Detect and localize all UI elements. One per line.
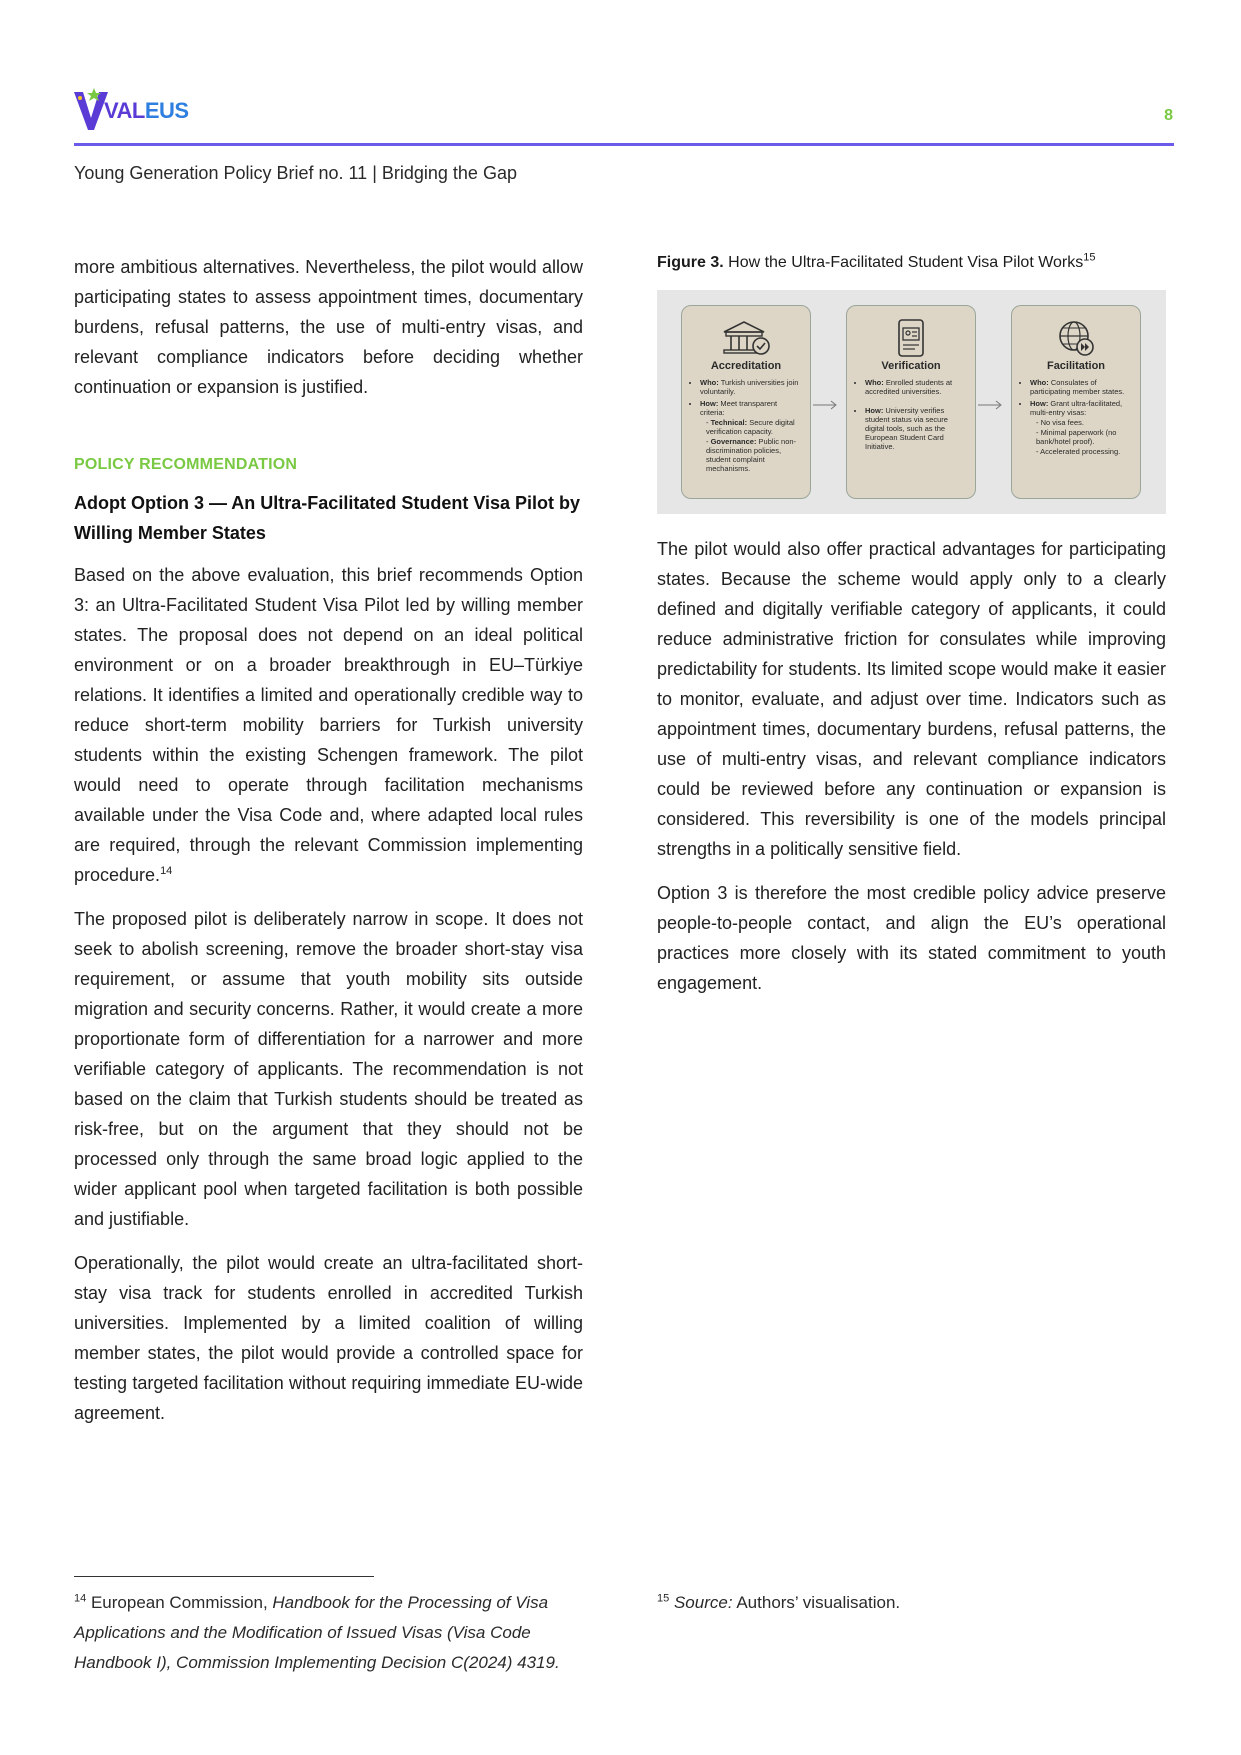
right-paragraph-2: Option 3 is therefore the most credible policy advice preserve people-to-people contact, and align the EU’s operational practices more closely with its stated commitment to youth engagement. bbox=[657, 883, 1166, 993]
who-label: Who: bbox=[1030, 378, 1049, 387]
footnote-14-text: European Commission, bbox=[86, 1593, 273, 1612]
figure-label: Figure 3. bbox=[657, 254, 724, 271]
verification-who bbox=[865, 378, 967, 396]
left-column bbox=[74, 252, 583, 1442]
right-paragraph-1: The pilot would also offer practical advantages for participating states. Because the scheme would apply only to a clearly defined and digitally verifiable category of applicants, it could reduce administrative friction for consulates while improving predictability for students. Its limited scope would make it easier to monitor, evaluate, and adjust over time. Indicators such as appointment times, documentary burdens, refusal patterns, the use of multi-entry visas, and relevant compliance indicators could be reviewed before any continuation or expansion is considered. This reversibility is one of the models principal strengths in a politically sensitive field. bbox=[657, 539, 1166, 859]
logo-text-eus: EUS bbox=[144, 98, 189, 123]
logo-v-mark-icon bbox=[74, 88, 108, 132]
figure-3-diagram bbox=[657, 290, 1166, 514]
how-text: Meet transparent criteria: bbox=[700, 399, 778, 417]
valeus-logo bbox=[74, 88, 204, 134]
section-label: POLICY RECOMMENDATION bbox=[74, 456, 298, 473]
left-paragraph-2 bbox=[74, 560, 583, 890]
university-badge-icon bbox=[720, 318, 772, 358]
facilitation-minimal-paperwork: - Minimal paperwork (no bank/hotel proof). bbox=[1036, 428, 1117, 446]
footnote-15-text: Authors’ visualisation. bbox=[732, 1593, 901, 1612]
accreditation-sublist bbox=[700, 418, 802, 473]
logo-text-val: VAL bbox=[104, 98, 145, 123]
facilitation-sublist bbox=[1030, 418, 1132, 456]
who-text: Enrolled students at accredited universities. bbox=[865, 378, 953, 396]
accreditation-technical: - Technical: Secure digital verification capacity. bbox=[706, 418, 795, 436]
left-paragraph-3: The proposed pilot is deliberately narrow in scope. It does not seek to abolish screening, remove the broader short-stay visa requirement, or assume that youth mobility sits outside migration and security concerns. Rather, it would create a more proportionate form of differentiation for a narrower and more verifiable category of applicants. The recommendation is not based on the claim that Turkish students should be treated as risk-free, but on the argument that they should not be processed only through the same broad logic applied to the wider applicant pool when targeted facilitation is both possible and justifiable. bbox=[74, 909, 583, 1229]
who-text: Turkish universities join voluntarily. bbox=[700, 378, 799, 396]
facilitation-no-fees: - No visa fees. bbox=[1036, 418, 1084, 427]
verification-card bbox=[846, 305, 976, 499]
header-rule bbox=[74, 143, 1174, 146]
footnote-14-number: 14 bbox=[74, 1592, 87, 1605]
verification-list bbox=[855, 378, 967, 451]
facilitation-accelerated: - Accelerated processing. bbox=[1036, 447, 1121, 456]
logo-text bbox=[104, 98, 189, 124]
verification-title: Verification bbox=[881, 360, 941, 372]
how-label: How: bbox=[700, 399, 719, 408]
accreditation-how bbox=[700, 399, 802, 473]
footnote-ref-14[interactable]: 14 bbox=[160, 865, 173, 877]
no-fees-text: No visa fees. bbox=[1040, 418, 1084, 427]
who-label: Who: bbox=[700, 378, 719, 387]
how-label: How: bbox=[865, 406, 884, 415]
left-paragraph-1: more ambitious alternatives. Nevertheless, the pilot would allow participating states to assess appointment times, documentary burdens, refusal patterns, the use of multi-entry visas, and relevant compliance indicators before deciding whether continuation or expansion is justified. bbox=[74, 257, 583, 397]
facilitation-title: Facilitation bbox=[1046, 360, 1106, 372]
facilitation-how bbox=[1030, 399, 1132, 456]
technical-label: Technical: bbox=[710, 418, 748, 427]
how-text: University verifies student status via secure digital tools, such as the European Student Card Initiative. bbox=[865, 406, 948, 451]
figure-caption-text: How the Ultra-Facilitated Student Visa Pilot Works bbox=[723, 254, 1084, 271]
paperwork-text: Minimal paperwork (no bank/hotel proof). bbox=[1036, 428, 1117, 446]
page-number: 8 bbox=[1164, 107, 1173, 124]
right-column bbox=[657, 252, 1166, 1012]
facilitation-who bbox=[1030, 378, 1132, 396]
footnote-15 bbox=[657, 1588, 1157, 1618]
who-label: Who: bbox=[865, 378, 884, 387]
technical-text: Secure digital verification capacity. bbox=[706, 418, 795, 436]
who-text: Consulates of participating member states. bbox=[1030, 378, 1125, 396]
facilitation-card bbox=[1011, 305, 1141, 499]
accreditation-card bbox=[681, 305, 811, 499]
accreditation-list bbox=[690, 378, 802, 473]
governance-text: Public non-discrimination policies, student complaint mechanisms. bbox=[706, 437, 797, 473]
arrow-right-icon bbox=[978, 400, 1004, 410]
globe-fast-forward-icon bbox=[1056, 318, 1096, 358]
accreditation-title: Accreditation bbox=[710, 360, 782, 372]
how-label: How: bbox=[1030, 399, 1049, 408]
running-title: Young Generation Policy Brief no. 11 | Bridging the Gap bbox=[74, 163, 517, 183]
facilitation-list bbox=[1020, 378, 1132, 456]
figure-caption bbox=[657, 252, 1166, 274]
footnote-14 bbox=[74, 1588, 574, 1678]
footnote-rule bbox=[74, 1576, 374, 1577]
accelerated-text: Accelerated processing. bbox=[1040, 447, 1121, 456]
left-paragraph-4: Operationally, the pilot would create an ultra-facilitated short-stay visa track for students enrolled in accredited Turkish universities. Implemented by a limited coalition of willing member states, the pilot would provide a controlled space for testing targeted facilitation without requiring immediate EU-wide agreement. bbox=[74, 1253, 583, 1423]
how-text: Grant ultra-facilitated, multi-entry visas: bbox=[1030, 399, 1123, 417]
accreditation-who bbox=[700, 378, 802, 396]
arrow-right-icon bbox=[813, 400, 839, 410]
footnote-15-source-label: Source: bbox=[669, 1593, 733, 1612]
accreditation-governance: - Governance: Public non-discrimination policies, student complaint mechanisms. bbox=[706, 437, 797, 473]
footnote-15-number: 15 bbox=[657, 1592, 670, 1605]
footnote-ref-15[interactable]: 15 bbox=[1083, 251, 1096, 264]
governance-label: Governance: bbox=[710, 437, 757, 446]
verification-how bbox=[865, 406, 967, 451]
recommendation-heading: Adopt Option 3 — An Ultra-Facilitated Student Visa Pilot by Willing Member States bbox=[74, 493, 581, 543]
student-id-icon bbox=[891, 318, 931, 358]
footnote-14-title: Handbook for the Processing of Visa Applications and the Modification of Issued Visas (Visa Code Handbook I), Commission Implementing Decision C(2024) 4319. bbox=[74, 1593, 560, 1672]
left-paragraph-2-text: Based on the above evaluation, this brief recommends Option 3: an Ultra-Facilitated Student Visa Pilot led by willing member states. The proposal does not depend on an ideal political environment or on a broader breakthrough in EU–Türkiye relations. It identifies a limited and operationally credible way to reduce short-term mobility barriers for Turkish university students within the existing Schengen framework. The pilot would need to operate through facilitation mechanisms available under the Visa Code and, where adapted local rules are required, through the relevant Commission implementing procedure. bbox=[74, 565, 583, 885]
